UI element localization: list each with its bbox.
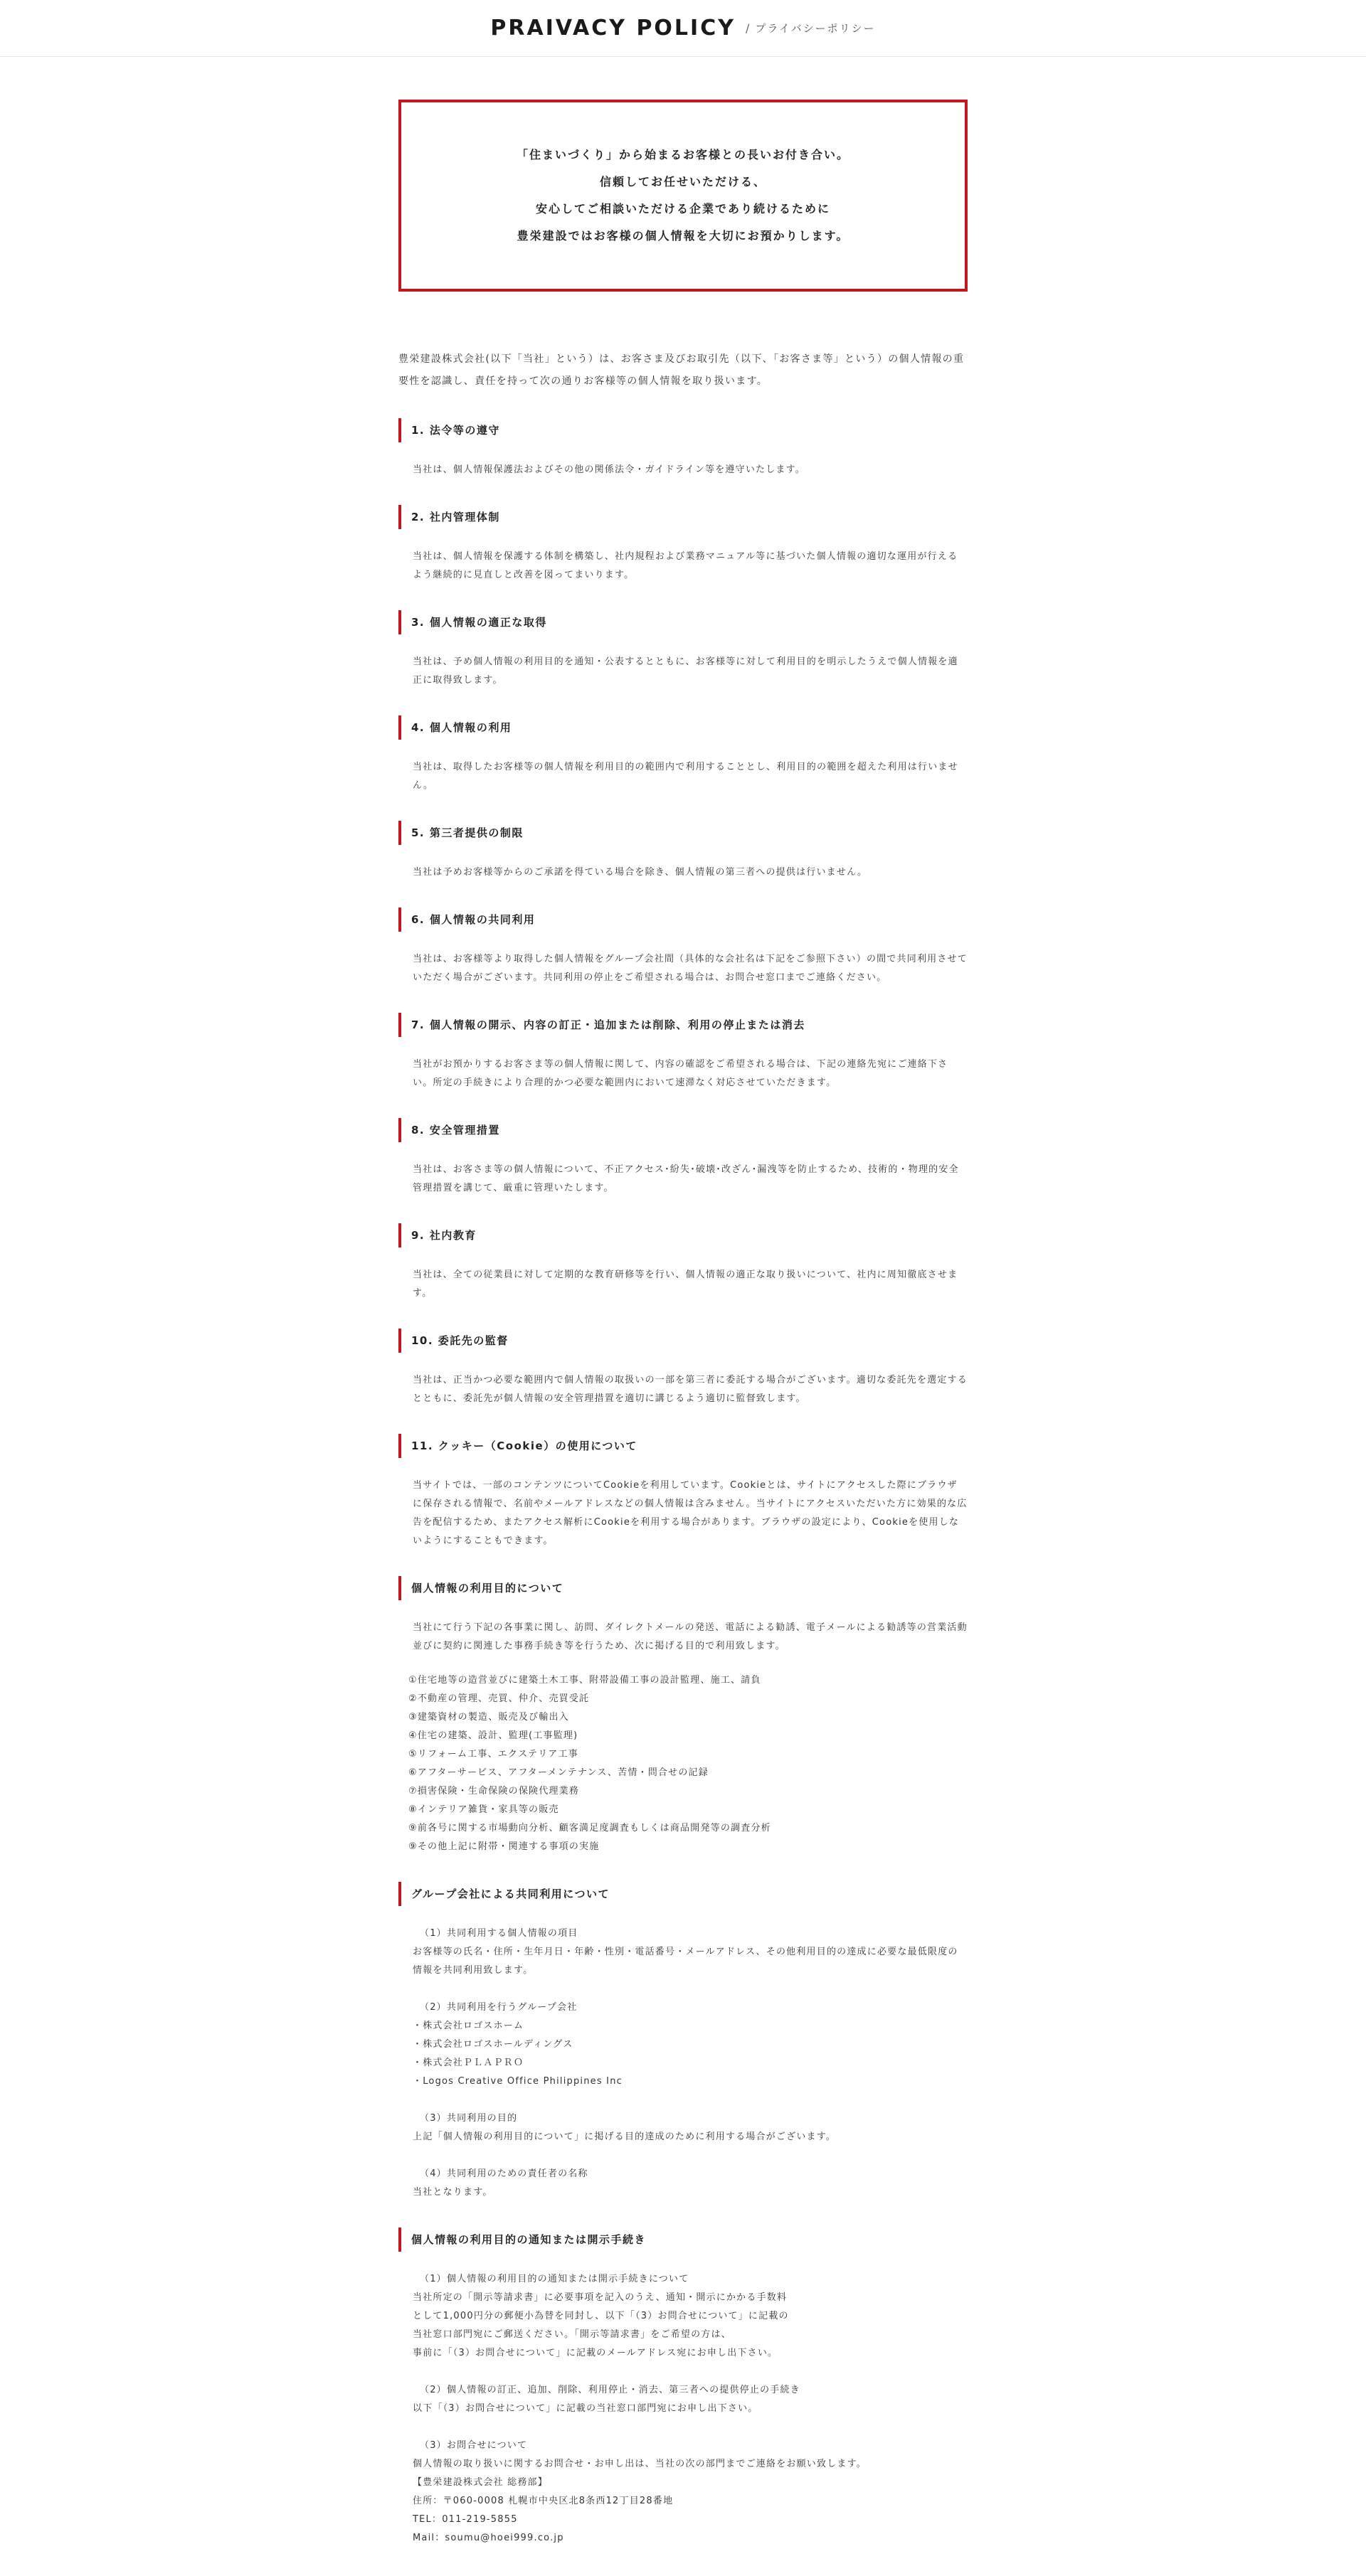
block-line: ・Logos Creative Office Philippines Inc — [413, 2076, 623, 2087]
title-separator: / — [745, 21, 750, 35]
purpose-section — [398, 1576, 968, 1856]
section-body: 当社は、お客さま等の個人情報について、不正アクセス･紛失･破壊･改ざん･漏洩等を防止するため、技術的・物理的安全管理措置を講じて、厳重に管理いたします。 — [413, 1164, 959, 1193]
purpose-list-item: ⑥アフターサービス、アフターメンテナンス、苦情・問合せの記録 — [408, 1767, 709, 1778]
section-heading: 11. クッキー（Cookie）の使用について — [398, 1434, 968, 1458]
section-body: 当社は、正当かつ必要な範囲内で個人情報の取扱いの一部を第三者に委託する場合がございます。適切な委託先を選定するとともに、委託先が個人情報の安全管理措置を適切に講じるよう適切に監督致します。 — [413, 1375, 968, 1404]
page-title: PRAIVACY POLICY — [490, 16, 736, 41]
section-body: 当社は、お客様等より取得した個人情報をグループ会社間（具体的な会社名は下記をご参照下さい）の間で共同利用させていただく場合がございます。共同利用の停止をご希望される場合は、お問合せ窓口までご連絡ください。 — [413, 954, 968, 983]
section-body: 当社は、個人情報保護法およびその他の関係法令・ガイドライン等を遵守いたします。 — [413, 464, 805, 475]
policy-section — [398, 1013, 968, 1092]
block-line: 当社となります。 — [413, 2187, 493, 2198]
policy-section — [398, 1118, 968, 1198]
section-heading: 7. 個人情報の開示、内容の訂正・追加または削除、利用の停止または消去 — [398, 1013, 968, 1037]
intro-line: 信頼してお任せいただける、 — [599, 175, 766, 188]
purpose-list-item: ⑦損害保険・生命保険の保険代理業務 — [408, 1786, 580, 1797]
block-title: （1）個人情報の利用目的の通知または開示手続きについて — [420, 2274, 689, 2284]
section-body: 当サイトでは、一部のコンテンツについてCookieを利用しています。Cookieとは、サイトにアクセスした際にブラウザに保存される情報で、名前やメールアドレスなどの個人情報は含みません。当サイトにアクセスいただいた方に効果的な広告を配信するため、またアクセス解析にCookieを利用する場合があります。ブラウザの設定により、Cookieを使用しないようにすることもできます。 — [413, 1480, 968, 1546]
block-title: （2）個人情報の訂正、追加、削除、利用停止・消去、第三者への提供停止の手続き — [420, 2385, 800, 2395]
intro-line: 安心してご相談いただける企業であり続けるために — [535, 202, 830, 215]
section-heading: 9. 社内教育 — [398, 1223, 968, 1247]
disclosure-block — [413, 2437, 968, 2548]
block-line: お客様等の氏名・住所・生年月日・年齢・性別・電話番号・メールアドレス、その他利用目的の達成に必要な最低限度の情報を共同利用致します。 — [413, 1947, 958, 1976]
contact-email[interactable]: Mail：soumu@hoei999.co.jp — [413, 2533, 564, 2543]
purpose-list-item: ⑧インテリア雑貨・家具等の販売 — [408, 1804, 559, 1815]
section-body: 当社にて行う下記の各事業に関し、訪問、ダイレクトメールの発送、電話による勧誘、電子メールによる勧誘等の営業活動並びに契約に関連した事務手続き等を行うため、次に掲げる目的で利用致します。 — [413, 1622, 968, 1651]
purpose-list-item: ③建築資材の製造、販売及び輸出入 — [408, 1712, 569, 1723]
block-line: 住所：〒060-0008 札幌市中央区北8条西12丁目28番地 — [413, 2496, 674, 2506]
section-heading: 10. 委託先の監督 — [398, 1329, 968, 1353]
block-title: （4）共同利用のための責任者の名称 — [420, 2168, 588, 2179]
purpose-list-item: ⑨その他上記に附帯・関連する事項の実施 — [408, 1841, 600, 1852]
policy-section — [398, 1329, 968, 1408]
site-header — [0, 0, 1366, 57]
block-line: 事前に「（3）お問合せについて」に記載のメールアドレス宛にお申し出下さい。 — [413, 2348, 778, 2358]
policy-section — [398, 821, 968, 882]
block-title: （3）お問合せについて — [420, 2440, 528, 2451]
policy-section — [398, 1223, 968, 1303]
section-heading: 個人情報の利用目的の通知または開示手続き — [398, 2228, 968, 2252]
block-line: ・株式会社ロゴスホーム — [413, 2021, 524, 2031]
section-body: 当社は、全ての従業員に対して定期的な教育研修等を行い、個人情報の適正な取り扱いについて、社内に周知徹底させます。 — [413, 1270, 958, 1299]
section-body: 当社がお預かりするお客さま等の個人情報に関して、内容の確認をご希望される場合は、下記の連絡先宛にご連絡下さい。所定の手続きにより合理的かつ必要な範囲内において速滞なく対応させていただきます。 — [413, 1059, 948, 1088]
disclosure-block — [413, 2270, 968, 2363]
purpose-list-item: ①住宅地等の造営並びに建築土木工事、附帯設備工事の設計監理、施工、請負 — [408, 1675, 761, 1686]
section-heading: 4. 個人情報の利用 — [398, 715, 968, 740]
intro-line: 豊栄建設ではお客様の個人情報を大切にお預かりします。 — [517, 229, 849, 243]
block-line: 【豊栄建設株式会社 総務部】 — [413, 2477, 548, 2488]
block-line: 個人情報の取り扱いに関するお問合せ・お申し出は、当社の次の部門までご連絡をお願い致します。 — [413, 2459, 867, 2469]
section-heading: 個人情報の利用目的について — [398, 1576, 968, 1600]
section-body: 当社は、個人情報を保護する体制を構築し、社内規程および業務マニュアル等に基づいた個人情報の適切な運用が行えるよう継続的に見直しと改善を図ってまいります。 — [413, 551, 958, 580]
purpose-list — [398, 1671, 968, 1856]
block-line: として1,000円分の郵便小為替を同封し、以下「（3）お問合せについて」に記載の — [413, 2311, 789, 2321]
page-subtitle: プライバシーポリシー — [755, 22, 876, 35]
section-heading: グループ会社による共同利用について — [398, 1882, 968, 1906]
section-body — [398, 1925, 968, 2202]
section-heading: 3. 個人情報の適正な取得 — [398, 610, 968, 634]
block-line: ・株式会社ＰＬＡＰＲＯ — [413, 2058, 524, 2068]
block-line: 上記「個人情報の利用目的について」に掲げる目的達成のために利用する場合がございます。 — [413, 2131, 837, 2142]
purpose-list-item: ⑨前各号に関する市場動向分析、顧客満足度調査もしくは商品開発等の調査分析 — [408, 1823, 771, 1833]
block-title: （3）共同利用の目的 — [420, 2113, 518, 2124]
block-title: （2）共同利用を行うグループ会社 — [420, 2002, 578, 2013]
purpose-list-item: ⑤リフォーム工事、エクステリア工事 — [408, 1749, 579, 1760]
disclosure-section — [398, 2228, 968, 2548]
main-content — [398, 100, 968, 2548]
policy-section — [398, 1434, 968, 1550]
block-line: 当社所定の「開示等請求書」に必要事項を記入のうえ、通知・開示にかかる手数料 — [413, 2292, 788, 2303]
group-use-block — [413, 1925, 968, 1980]
intro-message-box — [398, 100, 968, 292]
section-heading: 5. 第三者提供の制限 — [398, 821, 968, 845]
block-line: TEL：011-219-5855 — [413, 2514, 518, 2525]
group-use-block — [413, 1998, 968, 2091]
purpose-list-item: ④住宅の建築、設計、監理(工事監理) — [408, 1730, 578, 1741]
purpose-list-item: ②不動産の管理、売買、仲介、売買受託 — [408, 1693, 590, 1704]
lead-paragraph: 豊栄建設株式会社(以下「当社」という）は、お客さま及びお取引先（以下、「お客さま等」という）の個人情報の重要性を認識し、責任を持って次の通りお客様等の個人情報を取り扱います。 — [398, 353, 965, 387]
policy-section — [398, 908, 968, 987]
section-body: 当社は、予め個人情報の利用目的を通知・公表するとともに、お客様等に対して利用目的を明示したうえで個人情報を適正に取得致します。 — [413, 656, 958, 686]
section-body: 当社は、取得したお客様等の個人情報を利用目的の範囲内で利用することとし、利用目的の範囲を超えた利用は行いません。 — [413, 762, 958, 791]
group-use-block — [413, 2165, 968, 2202]
section-heading: 1. 法令等の遵守 — [398, 418, 968, 442]
policy-section — [398, 505, 968, 585]
block-line: 以下「（3）お問合せについて」に記載の当社窓口部門宛にお申し出下さい。 — [413, 2403, 758, 2414]
section-body — [398, 2270, 968, 2548]
intro-line: 「住まいづくり」から始まるお客様との長いお付き合い。 — [516, 148, 849, 161]
block-title: （1）共同利用する個人情報の項目 — [420, 1928, 578, 1939]
section-heading: 6. 個人情報の共同利用 — [398, 908, 968, 932]
group-use-section — [398, 1882, 968, 2202]
policy-section — [398, 418, 968, 479]
block-line: 当社窓口部門宛にご郵送ください。「開示等請求書」をご希望の方は、 — [413, 2329, 731, 2340]
group-use-block — [413, 2109, 968, 2146]
section-heading: 8. 安全管理措置 — [398, 1118, 968, 1142]
policy-section — [398, 715, 968, 795]
section-body: 当社は予めお客様等からのご承諾を得ている場合を除き、個人情報の第三者への提供は行いません。 — [413, 867, 868, 878]
disclosure-block — [413, 2381, 968, 2418]
policy-section — [398, 610, 968, 690]
section-heading: 2. 社内管理体制 — [398, 505, 968, 529]
block-line: ・株式会社ロゴスホールディングス — [413, 2039, 573, 2050]
